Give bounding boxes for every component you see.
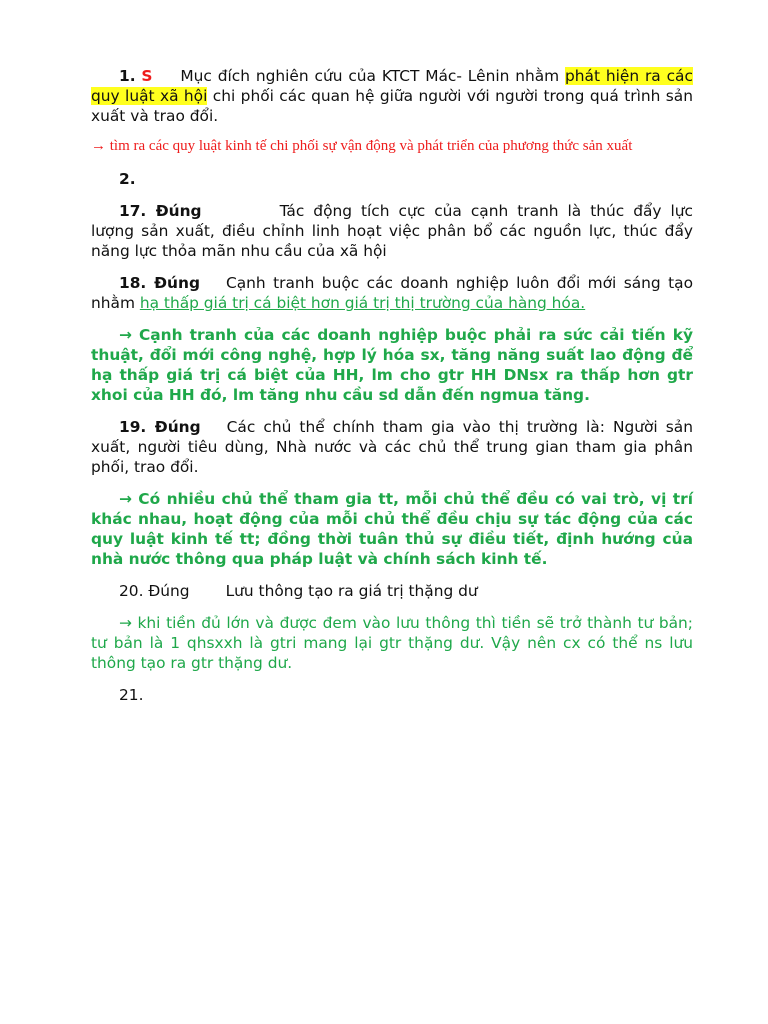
question-text: Tác động tích cực của cạnh tranh là thúc đẩy lực lượng sản xuất, điều chỉnh linh hoạt việc phân bổ các nguồn lực, thúc đẩy năng lực thỏa mãn nhu cầu của xã hội — [91, 202, 694, 260]
question-number: 21. — [119, 686, 144, 704]
question-21 — [91, 685, 693, 705]
question-number: 19. Đúng — [119, 418, 201, 436]
question-number: 1. — [119, 67, 136, 85]
underlined-phrase: hạ thấp giá trị cá biệt hơn giá trị thị trường của hàng hóa. — [139, 294, 586, 312]
question-text-continued: chi phối các quan hệ giữa người với người trong quá trình sản xuất và trao đổi. — [91, 87, 693, 125]
answer-note-19: → Có nhiều chủ thể tham gia tt, mỗi chủ thể đều có vai trò, vị trí khác nhau, hoạt động của mỗi chủ thể đều chịu sự tác động của các quy luật kinh tế tt; đồng thời tuân thủ sự điều tiết, định hướng của nhà nước thông qua pháp luật và chính sách kinh tế. — [91, 490, 693, 568]
question-2 — [91, 169, 693, 189]
question-number: 18. Đúng — [119, 274, 200, 292]
question-number: 20. Đúng — [119, 582, 190, 600]
question-number: 2. — [119, 170, 136, 188]
question-20 — [91, 581, 693, 601]
question-text: Cạnh tranh buộc các doanh nghiệp luôn đổi mới sáng tạo nhằm — [91, 274, 694, 312]
answer-note-1: → tìm ra các quy luật kinh tế chi phối sự vận động và phát triển của phương thức sản xuất — [91, 138, 633, 154]
status-label: S — [141, 67, 153, 85]
question-text: Các chủ thể chính tham gia vào thị trường là: Người sản xuất, người tiêu dùng, Nhà nước và các chủ thể trung gian tham gia phân phối, trao đổi. — [91, 418, 693, 476]
highlighted-phrase: phát hiện ra các quy luật xã hội — [91, 67, 693, 105]
answer-note-20: → khi tiền đủ lớn và được đem vào lưu thông thì tiền sẽ trở thành tư bản; tư bản là 1 qhsxxh là gtri mang lại gtr thặng dư. Vậy nên cx có thể ns lưu thông tạo ra gtr thặng dư. — [91, 614, 693, 672]
question-17 — [91, 201, 693, 261]
question-text: Lưu thông tạo ra giá trị thặng dư — [225, 582, 478, 600]
question-number: 17. Đúng — [119, 202, 202, 220]
question-1 — [91, 66, 693, 126]
question-text: Mục đích nghiên cứu của KTCT Mác- Lênin nhằm — [180, 67, 566, 85]
question-18 — [91, 273, 693, 313]
answer-note-18: → Cạnh tranh của các doanh nghiệp buộc phải ra sức cải tiến kỹ thuật, đổi mới công nghệ, hợp lý hóa sx, tăng năng suất lao động để hạ thấp giá trị cá biệt của HH, lm cho gtr HH DNsx ra thấp hơn gtr xhoi của HH đó, lm tăng nhu cầu sd dẫn đến ngmua tăng. — [91, 326, 693, 404]
question-19 — [91, 417, 693, 477]
